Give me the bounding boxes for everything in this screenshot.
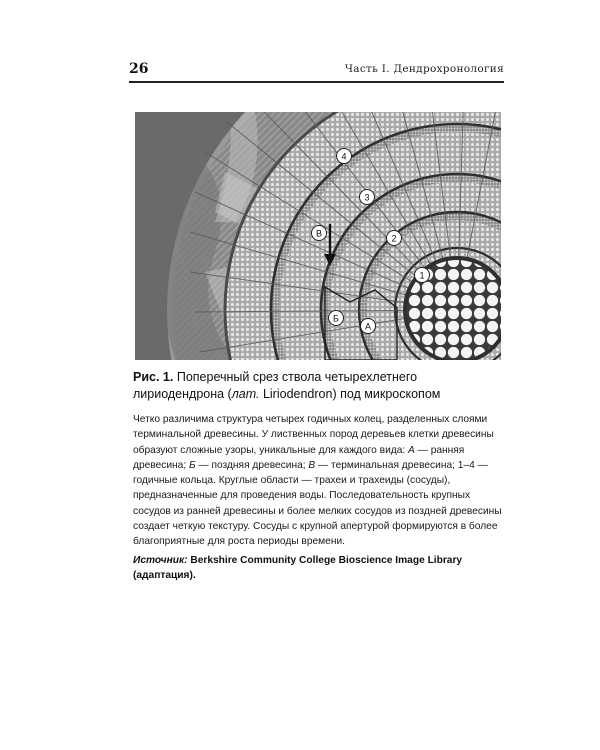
desc-label-b: Б (188, 459, 196, 471)
caption-text-2: Liriodendron) под микроскопом (259, 387, 441, 401)
figure-micrograph (135, 112, 501, 360)
figure-description (133, 412, 505, 550)
ring-label-1 (415, 268, 430, 283)
source-label: Источник: (133, 555, 188, 566)
desc-part-2: — ранняя древесина; (133, 444, 465, 471)
running-head: Часть I. Дендрохронология (344, 63, 504, 75)
header-rule (129, 81, 504, 83)
figure-caption (133, 369, 505, 403)
page-number: 26 (129, 61, 149, 77)
ring-label-2 (387, 231, 402, 246)
caption-text-1: Поперечный срез ствола четырехлетнего лириодендрона ( (133, 370, 418, 401)
caption-label: Рис. 1. (133, 370, 174, 384)
svg-text:1: 1 (419, 270, 425, 281)
svg-text:3: 3 (364, 192, 370, 203)
description-paragraph (133, 412, 505, 550)
label-b (329, 311, 344, 326)
caption-latin-abbr: лат. (231, 387, 260, 401)
svg-text:В: В (315, 228, 323, 239)
ring-label-3 (360, 190, 375, 205)
svg-text:А: А (364, 321, 372, 332)
label-a (361, 319, 376, 334)
svg-text:2: 2 (391, 233, 397, 244)
label-v (312, 226, 327, 241)
desc-label-a: А (408, 444, 415, 456)
desc-part-3: — поздняя древесина; (195, 459, 309, 471)
svg-text:Б: Б (333, 313, 339, 324)
svg-text:4: 4 (341, 151, 347, 162)
desc-part-1: Четко различима структура четырех годичных колец, разделенных слоями терминальной древесины. У лиственных пород деревьев клетки древесины образуют сложные узоры, уникальные для каждого вида: (133, 414, 494, 456)
ring-label-4 (337, 149, 352, 164)
desc-part-4: — терминальная древесина; 1–4 — годичные кольца. Круглые области — трахеи и трахеиды (сосуды), предназначенные для проведения воды. Последовательность крупных сосудов из ранней древесины и более мелких сосудов из поздней древесины создает четкую текстуру. Сосуды с крупной апертурой формируются в более благоприятные для роста периоды времени. (133, 459, 502, 548)
figure-source (133, 553, 505, 583)
desc-label-v: В (308, 459, 316, 471)
source-text: Berkshire Community College Bioscience Image Library (адаптация). (133, 555, 463, 581)
